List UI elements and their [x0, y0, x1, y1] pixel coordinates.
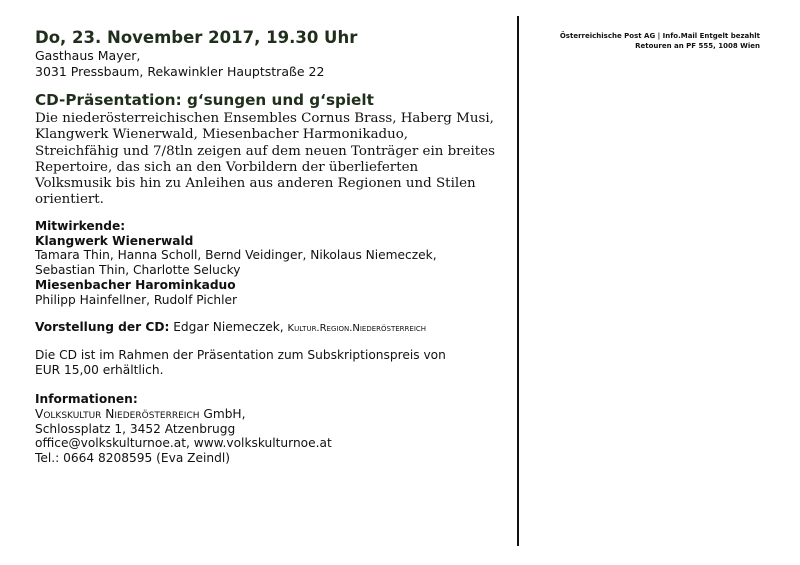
venue-name: Gasthaus Mayer,	[35, 48, 141, 63]
ensemble-name: Klangwerk Wienerwald	[35, 233, 194, 248]
postage-line: Retouren an PF 555, 1008 Wien	[635, 42, 760, 50]
organization-name: Volkskultur Niederösterreich	[35, 406, 200, 421]
description-line: Klangwerk Wienerwald, Miesenbacher Harmonikaduo,	[35, 127, 409, 143]
presentation-label: Vorstellung der CD:	[35, 319, 170, 334]
contact-phone: Tel.: 0664 8208595 (Eva Zeindl)	[35, 451, 230, 466]
contact-label: Informationen:	[35, 391, 138, 406]
venue-address: 3031 Pressbaum, Rekawinkler Hauptstraße 22	[35, 64, 325, 79]
presenter-organization: Kultur.Region.Niederösterreich	[287, 322, 427, 334]
event-details	[35, 28, 505, 466]
description-line: Volksmusik bis hin zu Anleihen aus anderen Regionen und Stilen	[35, 176, 476, 192]
postage-line: Österreichische Post AG | Info.Mail Entgelt bezahlt	[559, 32, 760, 40]
description-line: orientiert.	[35, 192, 104, 208]
contact-organization	[35, 407, 505, 422]
price-info	[35, 348, 505, 378]
ensemble-members: Sebastian Thin, Charlotte Selucky	[35, 263, 241, 278]
ensemble-members: Tamara Thin, Hanna Scholl, Bernd Veidinger, Nikolaus Niemeczek,	[35, 248, 437, 263]
description-line: Streichfähig und 7/8tln zeigen auf dem neuen Tonträger ein breites	[35, 143, 495, 159]
description	[35, 111, 505, 209]
price-line: EUR 15,00 erhältlich.	[35, 363, 164, 378]
event-title: CD-Präsentation: g‘sungen und g‘spielt	[35, 91, 374, 109]
description-line: Die niederösterreichischen Ensembles Cornus Brass, Haberg Musi,	[35, 111, 494, 126]
description-line: Repertoire, das sich an den Vorbildern der überlieferten	[35, 159, 419, 175]
ensemble-members: Philipp Hainfellner, Rudolf Pichler	[35, 292, 238, 307]
presentation-line	[35, 320, 505, 337]
card-divider	[517, 16, 519, 546]
contact-section	[35, 392, 505, 466]
ensemble-name: Miesenbacher Harominkaduo	[35, 277, 236, 292]
performers-section	[35, 219, 505, 308]
event-date: Do, 23. November 2017, 19.30 Uhr	[35, 28, 358, 47]
postage-imprint	[560, 31, 760, 51]
organization-suffix: GmbH,	[199, 406, 246, 421]
contact-address: Schlossplatz 1, 3452 Atzenbrugg	[35, 421, 236, 436]
performers-label: Mitwirkende:	[35, 218, 126, 233]
presenter-name: Edgar Niemeczek,	[173, 319, 284, 334]
contact-web: office@volkskulturnoe.at, www.volkskulturnoe.at	[35, 436, 332, 451]
price-line: Die CD ist im Rahmen der Präsentation zum Subskriptionspreis von	[35, 348, 446, 363]
